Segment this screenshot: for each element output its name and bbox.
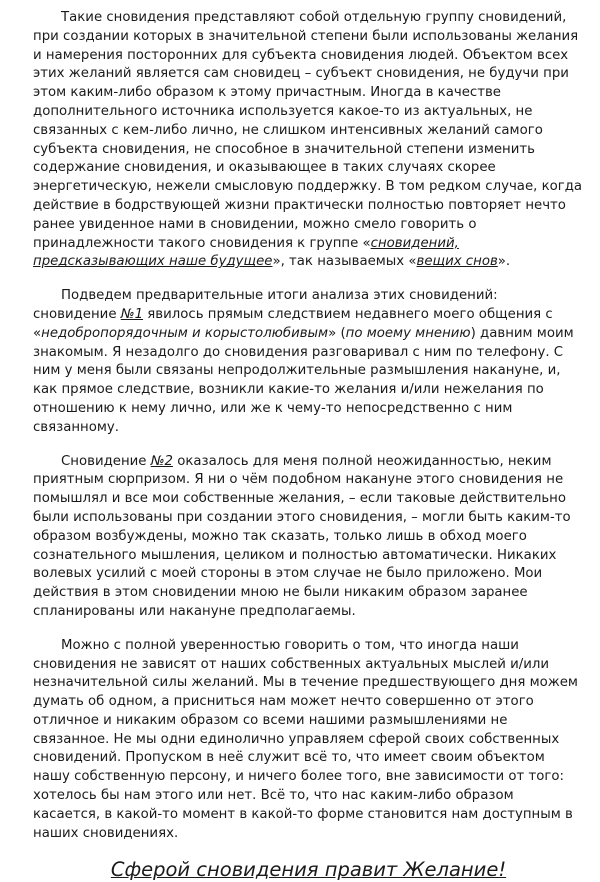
paragraph-4	[33, 637, 584, 844]
p2-text-a: Подведем предварительные итоги анализа этих сновидений: сновидение	[33, 288, 498, 322]
p2-text-d: ) давним моим знакомым. Я незадолго до сновидения разговаривал с ним по телефону. С ним у меня были связаны непродолжительные размышления накануне, и, как прямое следствие, возникли какие-то желания и/или нежелания по отношению к нему лично, или же к чему-то непосредственно с ним связанному.	[33, 325, 574, 435]
p1-text-c: ».	[497, 254, 511, 270]
p3-link-dream-2[interactable]: №2	[150, 453, 174, 469]
p4-text-a: Можно с полной уверенностью говорить о том, что иногда наши сновидения не зависят от наших собственных актуальных мыслей и/или незначительной силы желаний. Мы в течение предшествующего дня можем думать об одном, а присниться нам может нечто совершенно от этого отличное и никаким образом со всеми нашими размышлениями не связанное. Не мы одни единолично управляем сферой своих собственных сновидений. Пропуском в неё служит всё то, что имеет своим объектом нашу собственную персону, и ничего более того, вне зависимости от того: хотелось бы нам этого или нет. Всё то, что нас каким-либо образом касается, в какой-то момент в какой-то форме становится нам доступным в наших сновидениях.	[33, 637, 578, 841]
p2-text-b: явилось прямым следствием недавнего моего общения с «	[33, 306, 553, 341]
p2-italic-a: недобропорядочным и корыстолюбивым	[41, 325, 329, 341]
p1-text-a: Такие сновидения представляют собой отдельную группу сновидений, при создании которых в значительной степени были использованы желания и намерения посторонних для субъекта сновидения людей. Объектом всех этих желаний является сам сновидец – субъект сновидения, не будучи при этом каким-либо образом к этому причастным. Иногда в качестве дополнительного источника используется какое-то из актуальных, не связанных с кем-либо лично, не слишком интенсивных желаний самого субъекта сновидения, не способное в значительной степени изменить содержание сновидения, и оказывающее в таких случаях скорее энергетическую, нежели смысловую поддержку. В том редком случае, когда действие в бодрствующей жизни практически полностью повторяет нечто ранее увиденное нами в сновидении, можно смело говорить о принадлежности такого сновидения к группе «	[33, 10, 583, 251]
p1-link-predicting-dreams[interactable]: сновидений, предсказывающих наше будущее	[33, 235, 459, 270]
p1-link-prophetic-dreams[interactable]: вещих снов	[416, 254, 498, 270]
p2-text-c: » (	[328, 325, 346, 341]
p1-text-b: », так называемых «	[272, 254, 417, 270]
p2-italic-b: по моему мнению	[345, 325, 471, 341]
paragraph-3	[33, 453, 584, 622]
p3-text-b: оказалось для меня полной неожиданностью, неким приятным сюрпризом. Я ни о чём подобном накануне этого сновидения не помышлял и все мои собственные желания, – если таковые действительно были использованы при создании этого сновидения, – могли быть каким-то образом возбуждены, можно так сказать, только лишь в обход моего сознательного мышления, целиком и полностью автоматически. Никаких волевых усилий с моей стороны в этом случае не было приложено. Мои действия в этом сновидении мною не были никаким образом заранее спланированы или накануне предполагаемы.	[33, 453, 571, 619]
p3-text-a: Сновидение	[61, 453, 151, 469]
paragraph-2	[33, 287, 584, 437]
closing-motto: Сферой сновидения правит Желание!	[110, 858, 507, 882]
paragraph-1	[33, 9, 584, 272]
p2-link-dream-1[interactable]: №1	[120, 306, 144, 322]
